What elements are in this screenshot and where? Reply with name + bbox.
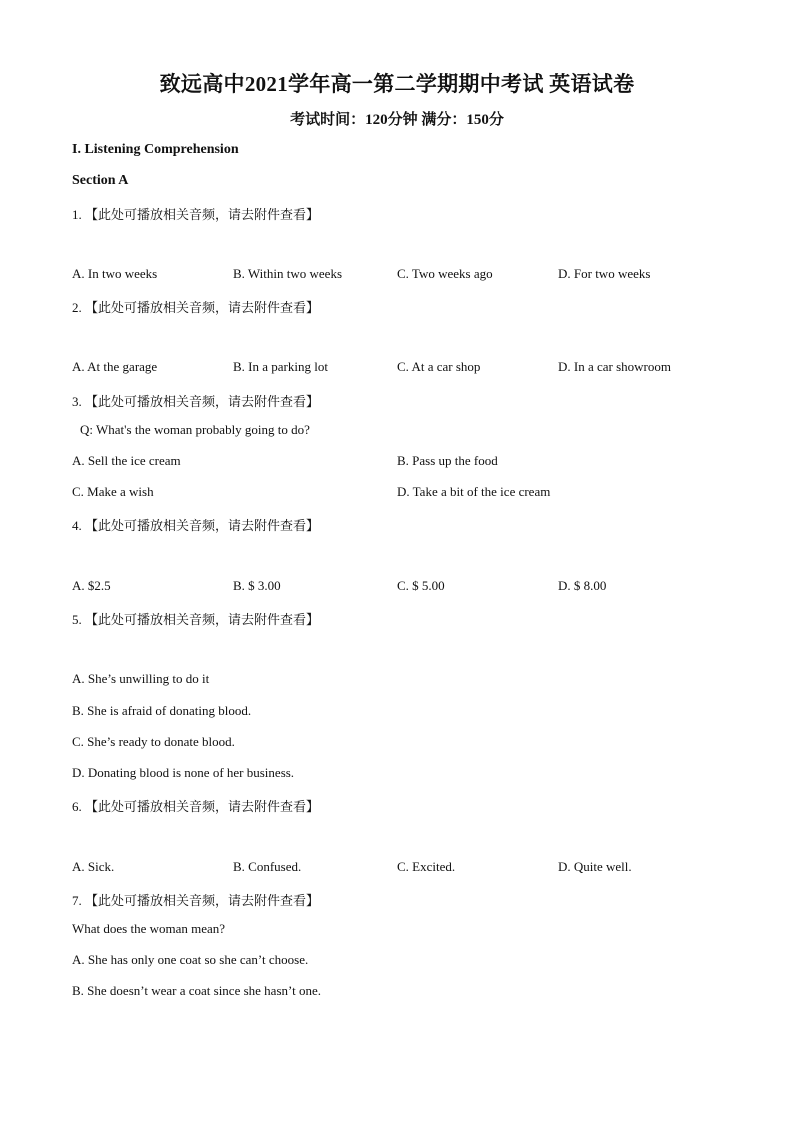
q7-option-b: B. She doesn’t wear a coat since she hasn’t one. [72,983,321,998]
question-4-stem: 4. 【此处可播放相关音频，请去附件查看】 [72,518,320,533]
q3-option-a: A. Sell the ice cream [72,453,181,468]
q4-option-c: C. $ 5.00 [397,578,445,593]
q5-option-c: C. She’s ready to donate blood. [72,734,235,749]
q6-option-c: C. Excited. [397,859,456,874]
q4-option-a: A. $2.5 [72,578,111,593]
part-heading: I. Listening Comprehension [72,142,239,157]
question-3-stem: 3. 【此处可播放相关音频，请去附件查看】 [72,394,320,409]
section-heading: Section A [72,173,129,188]
q6-option-d: D. Quite well. [558,859,632,874]
q2-option-b: B. In a parking lot [233,359,328,374]
q3-option-b: B. Pass up the food [397,453,498,468]
exam-title: 致远高中2021学年高一第二学期期中考试 英语试卷 [159,72,635,96]
q5-option-b: B. She is afraid of donating blood. [72,703,252,718]
q2-option-c: C. At a car shop [397,359,481,374]
q1-option-c: C. Two weeks ago [397,266,493,281]
question-5-stem: 5. 【此处可播放相关音频，请去附件查看】 [72,612,320,627]
q2-option-a: A. At the garage [72,359,158,374]
question-2-stem: 2. 【此处可播放相关音频，请去附件查看】 [72,300,320,315]
q6-option-b: B. Confused. [233,859,302,874]
q3-option-d: D. Take a bit of the ice cream [397,484,551,499]
q4-option-b: B. $ 3.00 [233,578,281,593]
q5-option-a: A. She’s unwilling to do it [72,671,210,686]
question-1-stem: 1. 【此处可播放相关音频，请去附件查看】 [72,207,320,222]
q6-option-a: A. Sick. [72,859,115,874]
q1-option-b: B. Within two weeks [233,266,343,281]
q1-option-a: A. In two weeks [72,266,158,281]
q7-option-a: A. She has only one coat so she can’t choose. [72,952,309,967]
q2-option-d: D. In a car showroom [558,359,671,374]
q5-option-d: D. Donating blood is none of her business. [72,765,295,780]
question-6-stem: 6. 【此处可播放相关音频，请去附件查看】 [72,799,320,814]
question-3-prompt: Q: What's the woman probably going to do? [80,422,310,437]
question-7-prompt: What does the woman mean? [72,921,226,936]
exam-subtitle: 考试时间：120分钟 满分：150分 [290,112,504,128]
q1-option-d: D. For two weeks [558,266,651,281]
q3-option-c: C. Make a wish [72,484,154,499]
q4-option-d: D. $ 8.00 [558,578,607,593]
question-7-stem: 7. 【此处可播放相关音频，请去附件查看】 [72,893,320,908]
